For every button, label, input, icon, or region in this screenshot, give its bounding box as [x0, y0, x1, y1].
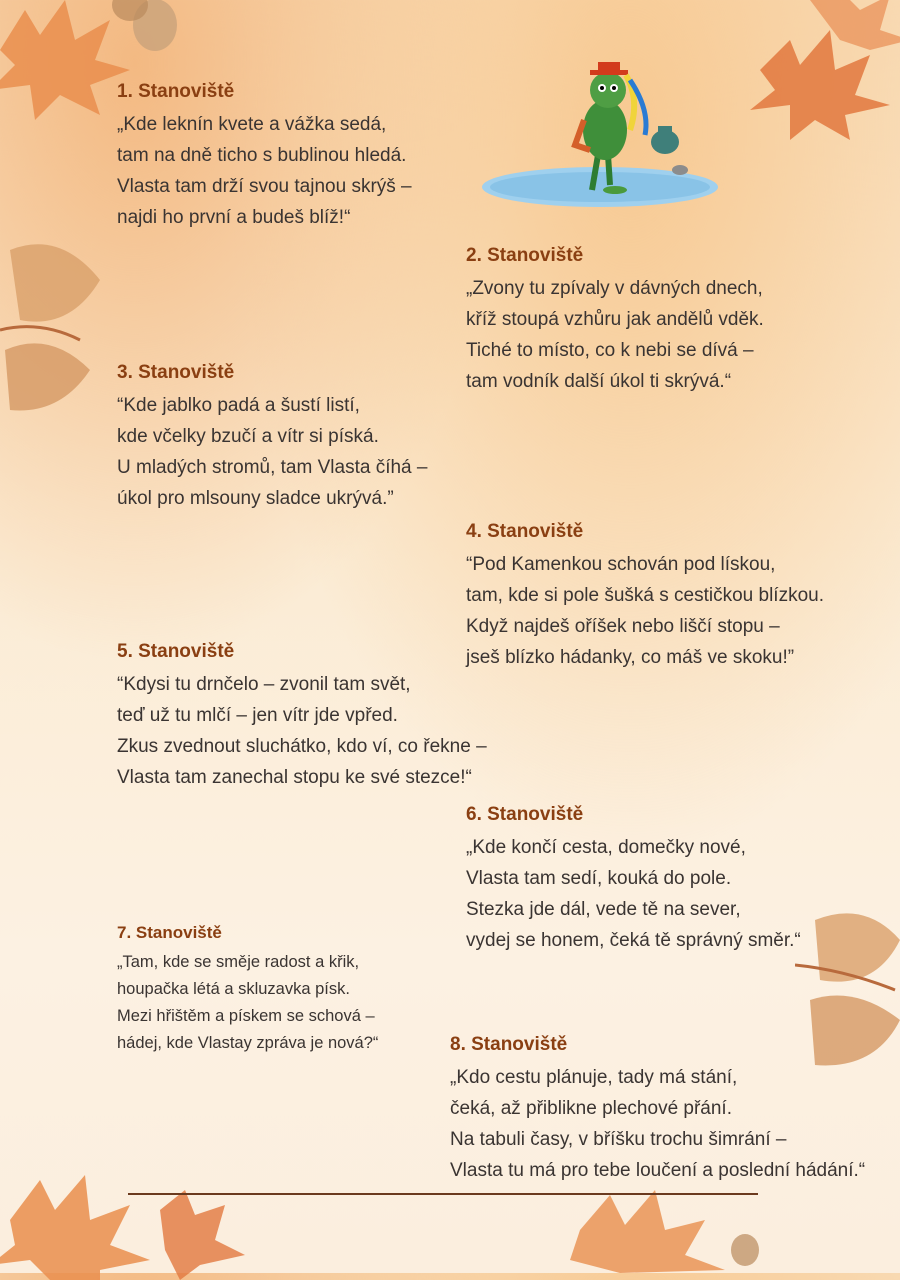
station-3: [117, 362, 427, 514]
verse-line: Vlasta tam sedí, kouká do pole.: [466, 868, 732, 889]
verse-line: kříž stoupá vzhůru jak andělů vděk.: [466, 309, 764, 330]
verse-line: Když najdeš oříšek nebo liščí stopu –: [466, 616, 780, 637]
verse-line: Zkus zvednout sluchátko, kdo ví, co řekne –: [117, 736, 487, 757]
verse-line: Stezka jde dál, vede tě na sever,: [466, 899, 741, 920]
verse-line: teď už tu mlčí – jen vítr jde vpřed.: [117, 705, 398, 726]
verse-line: jseš blízko hádanky, co máš ve skoku!”: [466, 647, 795, 668]
verse-line: houpačka létá a skluzavka písk.: [117, 980, 350, 998]
station-title: 7. Stanoviště: [117, 923, 222, 942]
verse-line: „Zvony tu zpívaly v dávných dnech,: [466, 278, 763, 299]
verse-line: Vlasta tu má pro tebe loučení a poslední hádání.“: [450, 1160, 866, 1181]
verse-line: Tiché to místo, co k nebi se dívá –: [466, 340, 754, 361]
station-5: [117, 641, 487, 793]
station-7: [117, 923, 378, 1057]
station-title: 4. Stanoviště: [466, 521, 584, 542]
verse-line: “Kde jablko padá a šustí listí,: [117, 395, 360, 416]
verse-line: “Pod Kamenkou schován pod lískou,: [466, 554, 776, 575]
verse-line: „Kde končí cesta, domečky nové,: [466, 837, 746, 858]
water-sprite-pond-illustration: [480, 60, 725, 210]
verse-line: Vlasta tam drží svou tajnou skrýš –: [117, 176, 412, 197]
verse-line: najdi ho první a budeš blíž!“: [117, 207, 351, 228]
station-title: 1. Stanoviště: [117, 81, 235, 102]
station-title: 6. Stanoviště: [466, 804, 584, 825]
verse-line: úkol pro mlsouny sladce ukrývá.”: [117, 488, 394, 509]
verse-line: „Kde leknín kvete a vážka sedá,: [117, 114, 387, 135]
verse-line: tam vodník další úkol ti skrývá.“: [466, 371, 732, 392]
autumn-leaf-icon: [720, 0, 900, 140]
station-2: [466, 245, 764, 397]
verse-line: tam na dně ticho s bublinou hledá.: [117, 145, 407, 166]
autumn-leaf-icon: [0, 1150, 260, 1280]
verse-line: hádej, kde Vlastay zpráva je nová?“: [117, 1034, 379, 1052]
bottom-divider: [128, 1193, 758, 1195]
station-title: 2. Stanoviště: [466, 245, 584, 266]
station-1: [117, 81, 412, 233]
station-title: 3. Stanoviště: [117, 362, 235, 383]
verse-line: čeká, až přiblikne plechové přání.: [450, 1098, 732, 1119]
station-8: [450, 1034, 865, 1186]
verse-line: “Kdysi tu drnčelo – zvonil tam svět,: [117, 674, 411, 695]
verse-line: „Tam, kde se směje radost a křik,: [117, 953, 360, 971]
verse-line: U mladých stromů, tam Vlasta číhá –: [117, 457, 428, 478]
verse-line: Na tabuli časy, v bříšku trochu šimrání –: [450, 1129, 787, 1150]
autumn-leaf-icon: [0, 220, 110, 420]
verse-line: Vlasta tam zanechal stopu ke své stezce!“: [117, 767, 472, 788]
station-4: [466, 521, 824, 673]
verse-line: Mezi hřištěm a pískem se schová –: [117, 1007, 375, 1025]
verse-line: „Kdo cestu plánuje, tady má stání,: [450, 1067, 738, 1088]
station-title: 5. Stanoviště: [117, 641, 235, 662]
verse-line: vydej se honem, čeká tě správný směr.“: [466, 930, 801, 951]
verse-line: tam, kde si pole šušká s cestičkou blízkou.: [466, 585, 824, 606]
verse-line: kde včelky bzučí a vítr si píská.: [117, 426, 379, 447]
station-6: [466, 804, 801, 956]
station-title: 8. Stanoviště: [450, 1034, 568, 1055]
